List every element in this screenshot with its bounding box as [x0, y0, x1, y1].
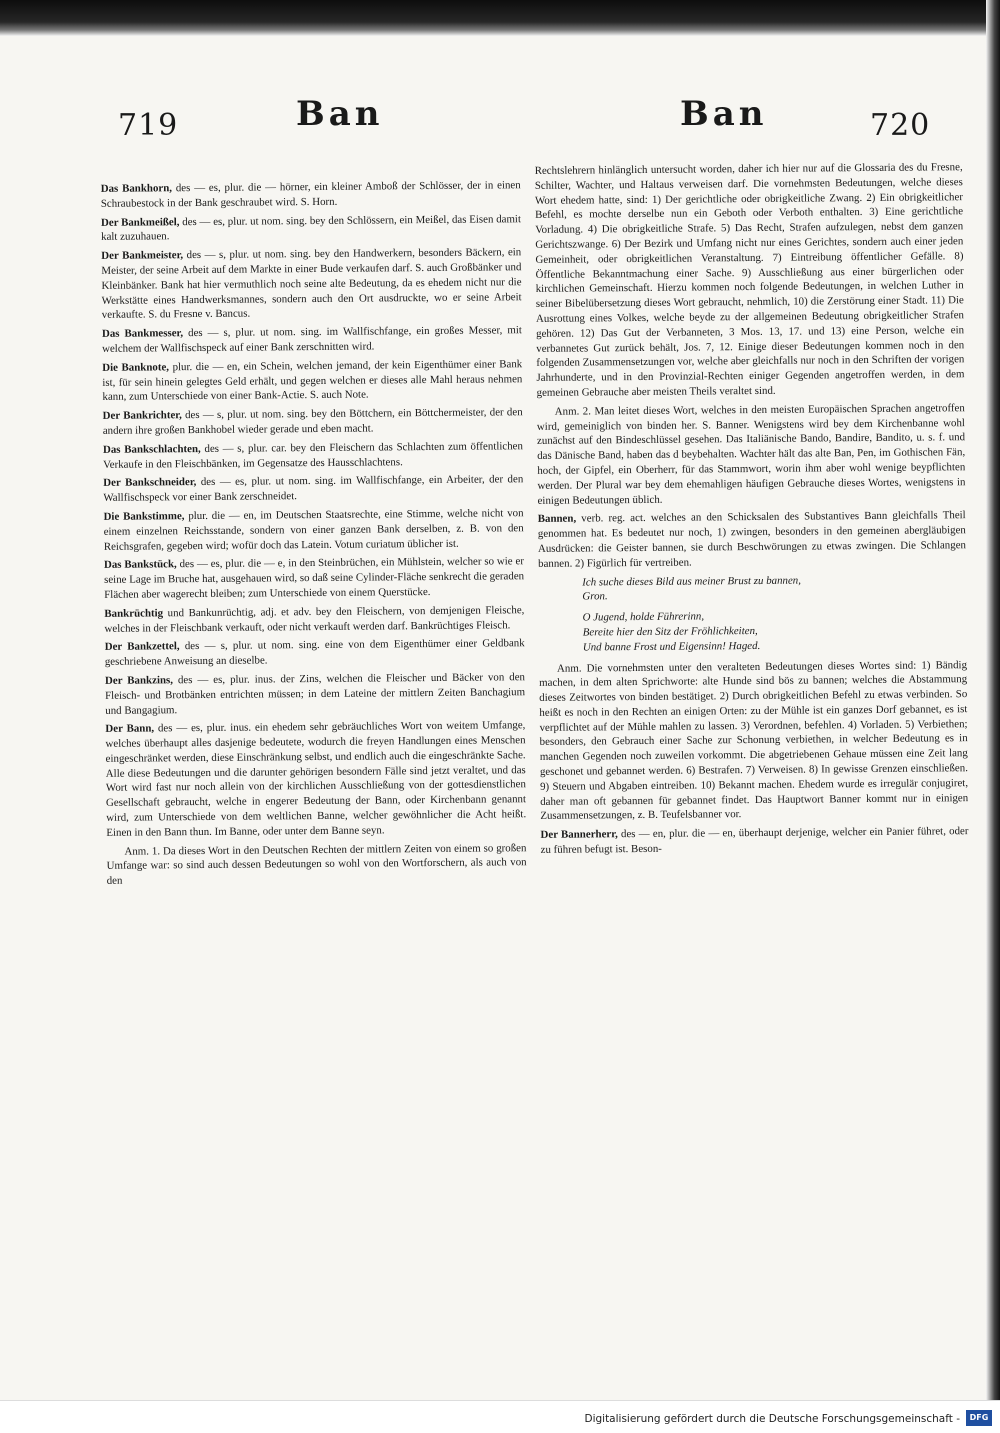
dictionary-entry — [540, 824, 968, 857]
dictionary-entry — [105, 670, 525, 718]
left-column-note: Anm. 1. Da dieses Wort in den Deutschen Rechten der mittlern Zeiten von einem so großen Umfange war: so sind auch dessen Bedeutungen so wohl von den Wortforschern, als auch von den — [106, 841, 527, 888]
dictionary-entry — [104, 603, 524, 636]
entry-definition: plur. die — en, ein Schein, welchen jemand, der kein Eigenthümer einer Bank ist, für sein hinein gelegtes Geld erhält, und gegen welchen er dieses alle Mahl heraus nehmen kann, zum Unterschiede von einer Bank-Actie. S. auch Note. — [102, 357, 523, 404]
dfg-logo: DFG — [966, 1410, 992, 1426]
entry-definition: des — s, plur. car. bey den Fleischern das Schlachten zum öffentlichen Verkaufe in den Fleischbänken, im Gegensatze des Hausschlachtens. — [103, 439, 523, 471]
dictionary-entry — [103, 473, 523, 506]
entry-headword: Das Bankschlachten, — [102, 442, 201, 456]
entry-definition: des — es, plur. ut nom. sing. im Wallfischfange, ein Arbeiter, der den Wallfischspeck vor einer Bank zerschneidet. — [103, 473, 524, 504]
entry-headword: Das Bankstück, — [103, 558, 177, 572]
dictionary-page — [0, 36, 986, 1400]
entry-definition: des — en, plur. die — en, überhaupt derjenige, welcher ein Panier führet, oder zu führen befugt ist. Beson- — [540, 825, 969, 856]
entry-headword: Die Banknote, — [102, 361, 170, 374]
dictionary-entry — [102, 357, 522, 405]
annotation-paragraph: Anm. 2. Man leitet dieses Wort, welches in den meisten Europäischen Sprachen angetroffen wird, gemeiniglich von binden her. S. Banner. Wenigstens wird bey dem Kirchenbanne wohl zunächst auf den Bindeschlüssel gesehen. Das Italiänische Bando, Bandire, Bandito, u. s. f. und das Dänische Band, haben das d beybehalten. Wachter hält das alte Ban, Pen, im Gothischen Fän, hoch, der Gipfel, ein Oberherr, für das Stammwort, worin ihm aber wohl wenige beypflichten werden. Der Plural war bey dem ehemahligen häufigen Gebrauche dieses Wortes, wenigstens in einigen Bedeutungen üblich. — [536, 401, 966, 507]
left-running-head: Ban — [296, 94, 384, 134]
entry-headword: Der Bankmeister, — [101, 249, 184, 263]
entry-definition: des — es, plur. inus. ein ehedem sehr gebräuchliches Wort von weitem Umfange, welches überhaupt alles dasjenige bedeutete, wodurch die freyen Handlungen eines Menschen eingeschränket werden, diese Einschränkung selbst, und endlich auch die eingeschränkte Sache. Alle diese Bedeutungen und die darunter gehörigen besondern Fälle sind jetzt veraltet, und das Wort wird fast nur noch allein von der kirchlichen Ausschließung von der gottesdienstlichen Gesellschaft gebraucht, welche in engerer Bedeutung der Bann, oder Kirchenbann genannt wird, zum Unterschiede von dem weltlichen Banne, welcher gewöhnlicher die Acht heißt. Einen in den Bann thun. Im Banne, oder unter dem Banne seyn. — [105, 719, 527, 839]
entry-headword: Bankrüchtig — [104, 607, 164, 620]
verse-stanza — [582, 572, 966, 605]
right-running-head: Ban — [680, 94, 768, 134]
right-entry-list — [535, 160, 969, 858]
left-page-number: 719 — [118, 108, 179, 143]
dictionary-entry — [101, 212, 521, 245]
verse-stanza — [583, 607, 967, 655]
dictionary-entry — [103, 439, 523, 472]
entry-definition: plur. die — en, im Deutschen Staatsrechte, eine Stimme, welche nicht von einem einzelnen Reichsstande, sondern von einer ganzen Bank derselben, z. B. von den Reichsgrafen, gegeben wird; wofür doch das Latein. Votum curiatum üblicher ist. — [103, 507, 524, 553]
entry-definition: des — es, plur. inus. der Zins, welchen die Fleischer und Bäcker von den Fleisch- und Brotbänken entrichten müssen; in dem Lateine der mittlern Zeiten Banchagium und Bangagium. — [105, 671, 526, 717]
entry-headword: Das Bankmesser, — [101, 327, 184, 341]
entry-definition: und Bankunrüchtig, adj. et adv. bey den Fleischern, von demjenigen Fleische, welches in der Fleischbank verkauft, oder nicht verkauft werden darf. Bankrüchtiges Fleisch. — [104, 603, 525, 635]
dictionary-entry — [101, 245, 522, 323]
right-page-number: 720 — [870, 108, 931, 143]
funding-notice: Digitalisierung gefördert durch die Deutsche Forschungsgemeinschaft - — [584, 1413, 960, 1425]
dictionary-entry — [103, 405, 523, 438]
left-column — [101, 178, 532, 1418]
entry-headword: Der Bankschneider, — [103, 476, 197, 490]
entry-headword: Der Bannerherr, — [540, 828, 618, 842]
quoted-verse — [582, 572, 967, 655]
verse-line: Und banne Frost und Eigensinn! Haged. — [582, 639, 761, 654]
entry-headword: Das Bankhorn, — [100, 182, 173, 195]
entry-headword: Der Bankmeißel, — [100, 215, 180, 229]
dictionary-entry — [538, 508, 967, 571]
verse-line: Ich suche dieses Bild aus meiner Brust zu bannen, — [582, 574, 801, 589]
entry-definition: verb. reg. act. welches an den Schicksalen des Substantives Bann gleichfalls Theil genommen hat. Es bedeutet nur noch, 1) zwingen, besonders in den gemeinen abergläubigen Ausdrücken: die Geister bannen, sie durch Beschwörungen zu etwas zwingen. Die Schlangen bannen. 2) Figürlich für vertreiben. — [537, 509, 967, 570]
entry-definition: des — s, plur. ut nom. sing. bey den Böttchern, ein Böttchermeister, der den andern ihre großen Bankhobel wieder gerade und eben macht. — [102, 406, 523, 437]
verse-line: Bereite hier den Sitz der Fröhlichkeiten, — [582, 624, 758, 639]
entry-headword: Der Bankrichter, — [102, 409, 182, 423]
entry-definition: des — s, plur. ut nom. sing. eine von dem Eigenthümer einer Geldbank geschriebene Anweisung an dieselbe. — [104, 637, 525, 668]
entry-definition: des — s, plur. ut nom. sing. im Wallfischfange, ein großes Messer, mit welchem der Wallfischspeck auf einer Bank zerschnitten wird. — [102, 324, 522, 355]
entry-headword: Bannen, — [537, 512, 577, 526]
entry-definition: des — es, plur. die — e, in den Steinbrüchen, ein Mühlstein, welcher so wie er seine Lage im Bruche hat, ausgehauen wird, so daß seine Cylinder-Fläche senkrecht die geraden Flächen aber wagerecht bleiben; zum Unterschiede von einem Querstücke. — [104, 555, 525, 601]
entry-headword: Die Bankstimme, — [103, 510, 185, 523]
dictionary-entry — [104, 555, 524, 603]
dictionary-entry — [103, 506, 523, 554]
entry-definition: des — es, plur. die — hörner, ein kleiner Amboß der Schlösser, der in einen Schraubestock in der Bank geschraubet wird. S. Horn. — [100, 179, 521, 210]
entry-headword: Der Bann, — [105, 722, 155, 736]
continued-paragraph: Rechtslehrern hinlänglich untersucht worden, daher ich hier nur auf die Glossaria des du Fresne, Schilter, Wachter, und Haltaus verweisen darf. Die vornehmsten Bedeutungen, welche dieses Wort ehedem hatte, sind: 1) Der gerichtliche oder obrigkeitliche Zwang. 2) Ein obrigkeitlicher Befehl, es mochte derselbe nun ein Geboth oder Verboth enthalten. 3) Eine gerichtliche Vorladung. 4) Die obrigkeitliche Strafe. 5) Das Recht, Strafen aufzulegen, nebst dem ganzen Gerichtszwange. 6) Der Bezirk und Umfang nicht nur eines Gerichtes, sondern auch einer jeden Gemeinheit, oder obrigkeitlichen Veranstaltung. 7) Eintreibung öffentlicher Gefälle. 8) Öffentliche Bekanntmachung einer Sache. 9) Ausschließung aus einer bürgerlichen oder kirchlichen Gemeinschaft. Hierzu kommen noch folgende Bedeutungen, in welchen Luther in seiner Bibelübersetzung dieses Wort gebraucht, nehmlich, 10) die Zerstörung einer Stadt. 11) Die Ausrottung eines Volkes, welche beyde zu der allgemeinen Bedeutung obrigkeitlicher Strafen gehören. 12) Das Gut der Verbanneten, 3 Mos. 13, 17. und 13) eine Person, welche ein verbannetes Gut zurück behält, Jos. 7, 12. Einige dieser Bedeutungen kommen noch in den folgenden Zusammensetzungen vor, welche aber gleichfalls nur noch in den Schriften der vorigen Jahrhunderte, und in den Provinzial-Rechten einiger Gegenden angetroffen werden, in dem gemeinen Gebrauche aber meisten Theils veraltet sind. — [534, 161, 965, 399]
dictionary-entry — [105, 636, 525, 669]
scan-border-top — [0, 0, 1000, 36]
scan-border-right — [986, 0, 1000, 1400]
left-entry-list — [101, 178, 527, 840]
entry-definition: des — es, plur. ut nom. sing. bey den Schlössern, ein Meißel, das Eisen damit kalt zuzuhauen. — [101, 212, 522, 244]
dictionary-entry — [102, 323, 522, 356]
entry-definition: des — s, plur. ut nom. sing. bey den Handwerkern, besonders Bäckern, ein Meister, der seine Arbeit auf dem Markte in einer Bude verkaufen darf. S. auch Großbänker und Kleinbänker. Bank hat hier vermuthlich noch seine alte Bedeutung, da es ehedem nicht nur die Werkstätte eines Handwerksmannes, sondern auch den Ort ausdruckte, wo er seine Arbeit verkaufte. S. du Fresne v. Bancus. — [101, 246, 522, 322]
footer-bar — [0, 1400, 1000, 1433]
verse-line: O Jugend, holde Führerinn, — [582, 610, 705, 624]
verse-line: Gron. — [582, 590, 608, 603]
dictionary-entry — [101, 178, 521, 211]
entry-headword: Der Bankzins, — [104, 674, 174, 687]
right-column — [535, 160, 974, 1400]
entry-headword: Der Bankzettel, — [104, 640, 180, 654]
dictionary-entry — [105, 718, 526, 840]
annotation-paragraph: Anm. Die vornehmsten unter den veralteten Bedeutungen dieses Wortes sind: 1) Bändig machen, in dem alten Sprichworte: alte Hunde sind bös zu bannen; welches die Abstammung dieses Zeitwortes von binden bestätiget. 2) Durch obrigkeitlichen Befehl zu etwas verbinden. So heißt es noch in den Rechten an einigen Orten: zu der Mühle ist ein ganzes Dorf gebannet, es ist verpflichtet auf der Mühle mahlen zu lassen. 3) Verordnen, befehlen. 4) Vorladen. 5) Verbiethen; besonders, den Gebrauch einer Sache zur Schonung verbiethen, in welcher Bedeutung es in manchen Gegenden noch zuweilen vorkommt. Die abgetriebenen Gehaue müssen eine Zeit lang geschonet und gebannet werden. 6) Bestrafen. 7) Verweisen. 8) In gewisse Grenzen einschließen. 9) Steuern und Abgaben eintreiben. 10) Bekannt machen. Ehedem wurde es irregulär conjugiret, daher man oft gebannen für gebannet findet. Das Hauptwort Banner kommt nur in einigen Zusammensetzungen, z. B. Teufelsbanner vor. — [539, 658, 969, 823]
